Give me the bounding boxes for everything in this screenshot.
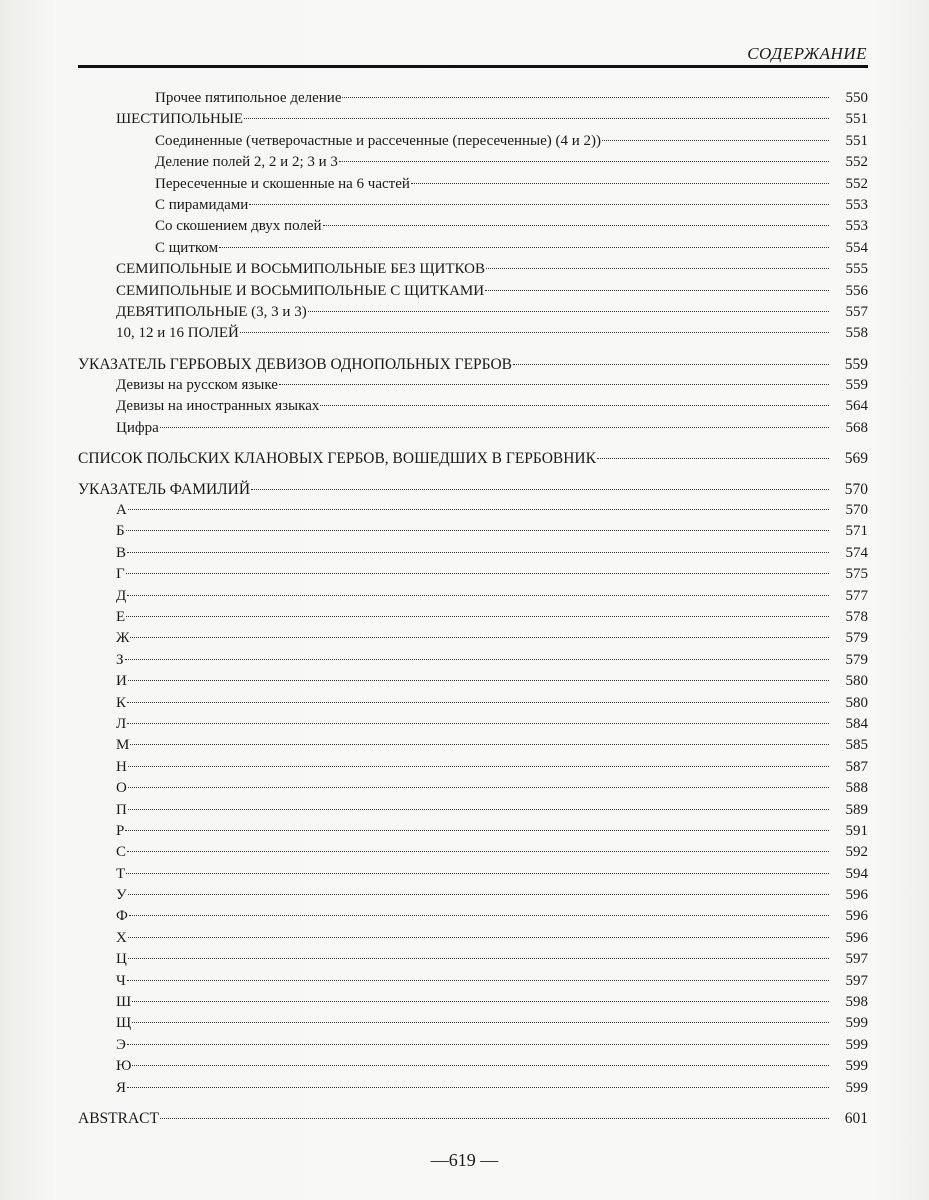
toc-entry-page: 577 (845, 587, 868, 604)
toc-entry-label: Э (116, 1036, 126, 1053)
toc-entry-page: 559 (845, 377, 868, 394)
dot-leader (127, 723, 829, 724)
toc-entry-page: 580 (845, 673, 868, 690)
toc-entry-label: Д (116, 587, 127, 604)
toc-entry[interactable] (78, 216, 868, 237)
toc-entry-page: 587 (845, 758, 868, 775)
toc-entry[interactable] (78, 1035, 868, 1056)
toc-entry-label: З (116, 651, 124, 668)
toc-entry[interactable] (78, 586, 868, 607)
toc-entry[interactable] (78, 281, 868, 302)
toc-entry-label: УКАЗАТЕЛЬ ГЕРБОВЫХ ДЕВИЗОВ ОДНОПОЛЬНЫХ ГЕРБОВ (78, 355, 513, 373)
toc-entry[interactable] (78, 479, 868, 500)
toc-entry[interactable] (78, 259, 868, 280)
toc-entry[interactable] (78, 628, 868, 649)
toc-entry[interactable] (78, 1013, 868, 1034)
toc-entry[interactable] (78, 1078, 868, 1099)
toc-entry-label: С щитком (155, 239, 219, 256)
toc-entry-label: Б (116, 523, 125, 540)
dot-leader (249, 204, 829, 205)
toc-entry[interactable] (78, 885, 868, 906)
toc-entry-page: 598 (845, 994, 868, 1011)
toc-entry-page: 599 (845, 1036, 868, 1053)
toc-entry-label: С (116, 844, 127, 861)
toc-entry[interactable] (78, 607, 868, 628)
toc-entry-label: СПИСОК ПОЛЬСКИХ КЛАНОВЫХ ГЕРБОВ, ВОШЕДШИХ В ГЕРБОВНИК (78, 450, 596, 468)
toc-entry-label: Ю (116, 1058, 132, 1075)
toc-entry-label: Г (116, 566, 125, 583)
toc-entry-page: 589 (845, 801, 868, 818)
dot-leader (125, 830, 829, 831)
toc-entry[interactable] (78, 906, 868, 927)
toc-entry-label: Ф (116, 908, 128, 925)
toc-entry-label: Цифра (116, 419, 159, 436)
toc-entry-page: 591 (845, 822, 868, 839)
toc-entry-page: 579 (845, 651, 868, 668)
dot-leader (219, 247, 829, 248)
toc-entry[interactable] (78, 800, 868, 821)
toc-entry-label: Ц (116, 951, 127, 968)
toc-entry[interactable] (78, 778, 868, 799)
toc-entry-label: УКАЗАТЕЛЬ ФАМИЛИЙ (78, 480, 251, 498)
dot-leader (602, 140, 829, 141)
section-gap (78, 470, 868, 479)
toc-entry[interactable] (78, 971, 868, 992)
toc-entry-label: Ш (116, 994, 132, 1011)
toc-entry-label: СЕМИПОЛЬНЫЕ И ВОСЬМИПОЛЬНЫЕ БЕЗ ЩИТКОВ (116, 261, 486, 278)
dot-leader (130, 637, 829, 638)
toc-entry-page: 552 (845, 154, 868, 171)
dot-leader (130, 744, 829, 745)
toc-entry-page: 575 (845, 566, 868, 583)
toc-entry-label: И (116, 673, 127, 690)
dot-leader (128, 937, 829, 938)
toc-entry[interactable] (78, 864, 868, 885)
running-head: СОДЕРЖАНИЕ (747, 44, 867, 63)
toc-entry-label: Со скошением двух полей (155, 218, 322, 235)
toc-entry-label: Т (116, 865, 126, 882)
toc-entry[interactable] (78, 418, 868, 439)
dot-leader (127, 595, 829, 596)
toc-entry[interactable] (78, 671, 868, 692)
toc-entry-page: 570 (844, 480, 868, 498)
toc-entry-page: 599 (845, 1058, 868, 1075)
toc-entry-label: Р (116, 822, 125, 839)
toc-entry-label: СЕМИПОЛЬНЫЕ И ВОСЬМИПОЛЬНЫЕ С ЩИТКАМИ (116, 282, 485, 299)
dot-leader (132, 1001, 829, 1002)
toc-entry-page: 569 (844, 450, 868, 468)
toc-entry-page: 553 (845, 196, 868, 213)
toc-entry-page: 558 (845, 325, 868, 342)
toc-entry[interactable] (78, 354, 868, 375)
dot-leader (128, 958, 829, 959)
toc-entry[interactable] (78, 543, 868, 564)
toc-entry[interactable] (78, 302, 868, 323)
toc-entry-page: 553 (845, 218, 868, 235)
dot-leader (129, 915, 829, 916)
toc-entry[interactable] (78, 174, 868, 195)
toc-entry[interactable] (78, 928, 868, 949)
dot-leader (251, 489, 829, 490)
toc-entry-page: 599 (845, 1015, 868, 1032)
dot-leader (128, 680, 829, 681)
section-gap (78, 1099, 868, 1108)
toc-entry[interactable] (78, 238, 868, 259)
toc-entry-page: 551 (845, 111, 868, 128)
toc-entry-page: 579 (845, 630, 868, 647)
toc-entry-label: 10, 12 и 16 ПОЛЕЙ (116, 325, 239, 342)
toc-entry[interactable] (78, 735, 868, 756)
dot-leader (126, 616, 829, 617)
toc-entry[interactable] (78, 375, 868, 396)
dot-leader (128, 766, 829, 767)
toc-entry-label: С пирамидами (155, 196, 249, 213)
dot-leader (127, 702, 829, 703)
toc-entry-label: Деление полей 2, 2 и 2; 3 и 3 (155, 154, 338, 171)
toc-entry-page: 555 (845, 261, 868, 278)
section-gap (78, 439, 868, 448)
toc-entry-label: Е (116, 608, 126, 625)
toc-entry-page: 597 (845, 972, 868, 989)
toc-entry-page: 599 (845, 1079, 868, 1096)
toc-entry-page: 564 (845, 398, 868, 415)
toc-entry[interactable] (78, 195, 868, 216)
toc-entry-label: Ж (116, 630, 130, 647)
dot-leader (320, 405, 829, 406)
dot-leader (240, 332, 829, 333)
toc-entry-label: А (116, 502, 127, 519)
toc-entry-page: 568 (845, 419, 868, 436)
page-number: —619 — (430, 1150, 499, 1170)
toc-entry-label: Я (116, 1079, 127, 1096)
toc-entry[interactable] (78, 757, 868, 778)
toc-entry-label: Соединенные (четверочастные и рассеченные (пересеченные) (4 и 2)) (155, 132, 602, 149)
dot-leader (127, 552, 829, 553)
toc-entry[interactable] (78, 152, 868, 173)
dot-leader (244, 118, 829, 119)
toc-entry-label: Л (116, 715, 127, 732)
toc-entry-page: 570 (845, 502, 868, 519)
dot-leader (127, 980, 829, 981)
toc-entry-label: О (116, 780, 127, 797)
toc-entry-page: 596 (845, 908, 868, 925)
toc-entry-label: Пересеченные и скошенные на 6 частей (155, 175, 410, 192)
toc-entry-label: ДЕВЯТИПОЛЬНЫЕ (3, 3 и 3) (116, 303, 307, 320)
toc-entry[interactable] (78, 448, 868, 469)
dot-leader (126, 873, 829, 874)
toc-entry-page: 578 (845, 608, 868, 625)
toc-entry-page: 557 (845, 303, 868, 320)
toc-entry-label: Девизы на русском языке (116, 377, 278, 394)
toc-entry-label: Н (116, 758, 127, 775)
dot-leader (279, 384, 829, 385)
dot-leader (128, 787, 829, 788)
toc-entry[interactable] (78, 88, 868, 109)
dot-leader (339, 161, 829, 162)
dot-leader (127, 1044, 829, 1045)
toc-entry[interactable] (78, 564, 868, 585)
dot-leader (485, 290, 829, 291)
dot-leader (160, 427, 829, 428)
toc-entry-page: 601 (844, 1109, 868, 1127)
toc-entry[interactable] (78, 693, 868, 714)
toc-entry-label: П (116, 801, 127, 818)
toc-entry-label: К (116, 694, 127, 711)
dot-leader (128, 509, 829, 510)
toc-entry-page: 584 (845, 715, 868, 732)
dot-leader (513, 364, 829, 365)
toc-entry-page: 571 (845, 523, 868, 540)
toc-entry-label: Девизы на иностранных языках (116, 398, 320, 415)
toc-entry-page: 592 (845, 844, 868, 861)
toc-entry-label: Щ (116, 1015, 132, 1032)
toc-entry-page: 597 (845, 951, 868, 968)
toc-entry-label: М (116, 737, 130, 754)
table-of-contents (78, 88, 868, 1129)
dot-leader (128, 894, 829, 895)
toc-entry-page: 554 (845, 239, 868, 256)
toc-entry[interactable] (78, 1108, 868, 1129)
toc-entry[interactable] (78, 992, 868, 1013)
toc-entry-page: 596 (845, 887, 868, 904)
toc-entry-page: 588 (845, 780, 868, 797)
toc-entry[interactable] (78, 521, 868, 542)
toc-entry-page: 580 (845, 694, 868, 711)
toc-entry-page: 594 (845, 865, 868, 882)
toc-entry[interactable] (78, 500, 868, 521)
dot-leader (308, 311, 829, 312)
toc-entry-page: 574 (845, 544, 868, 561)
toc-entry-label: Ч (116, 972, 126, 989)
toc-entry-page: 551 (845, 132, 868, 149)
dot-leader (411, 183, 829, 184)
dot-leader (342, 97, 829, 98)
dot-leader (127, 1087, 829, 1088)
toc-entry-label: ШЕСТИПОЛЬНЫЕ (116, 111, 244, 128)
dot-leader (127, 851, 829, 852)
toc-entry-label: ABSTRACT (78, 1109, 159, 1127)
dot-leader (128, 809, 829, 810)
dot-leader (160, 1118, 829, 1119)
toc-entry-page: 596 (845, 929, 868, 946)
dot-leader (126, 530, 829, 531)
toc-entry-page: 550 (845, 90, 868, 106)
toc-entry-page: 585 (845, 737, 868, 754)
toc-entry-label: В (116, 544, 127, 561)
section-gap (78, 345, 868, 354)
toc-entry[interactable] (78, 949, 868, 970)
dot-leader (132, 1065, 829, 1066)
toc-entry[interactable] (78, 323, 868, 344)
dot-leader (486, 268, 829, 269)
dot-leader (597, 458, 829, 459)
toc-entry-label: У (116, 887, 127, 904)
toc-entry-page: 559 (844, 355, 868, 373)
toc-entry[interactable] (78, 396, 868, 417)
dot-leader (126, 573, 829, 574)
dot-leader (125, 659, 829, 660)
toc-entry[interactable] (78, 1056, 868, 1077)
toc-entry-label: Прочее пятипольное деление (155, 90, 342, 106)
toc-entry-label: Х (116, 929, 127, 946)
toc-entry[interactable] (78, 131, 868, 152)
toc-entry-page: 552 (845, 175, 868, 192)
dot-leader (132, 1022, 829, 1023)
toc-entry[interactable] (78, 109, 868, 130)
toc-entry[interactable] (78, 714, 868, 735)
toc-entry[interactable] (78, 842, 868, 863)
dot-leader (323, 225, 829, 226)
toc-entry-page: 556 (845, 282, 868, 299)
header-rule (78, 65, 868, 68)
toc-entry[interactable] (78, 821, 868, 842)
toc-entry[interactable] (78, 650, 868, 671)
